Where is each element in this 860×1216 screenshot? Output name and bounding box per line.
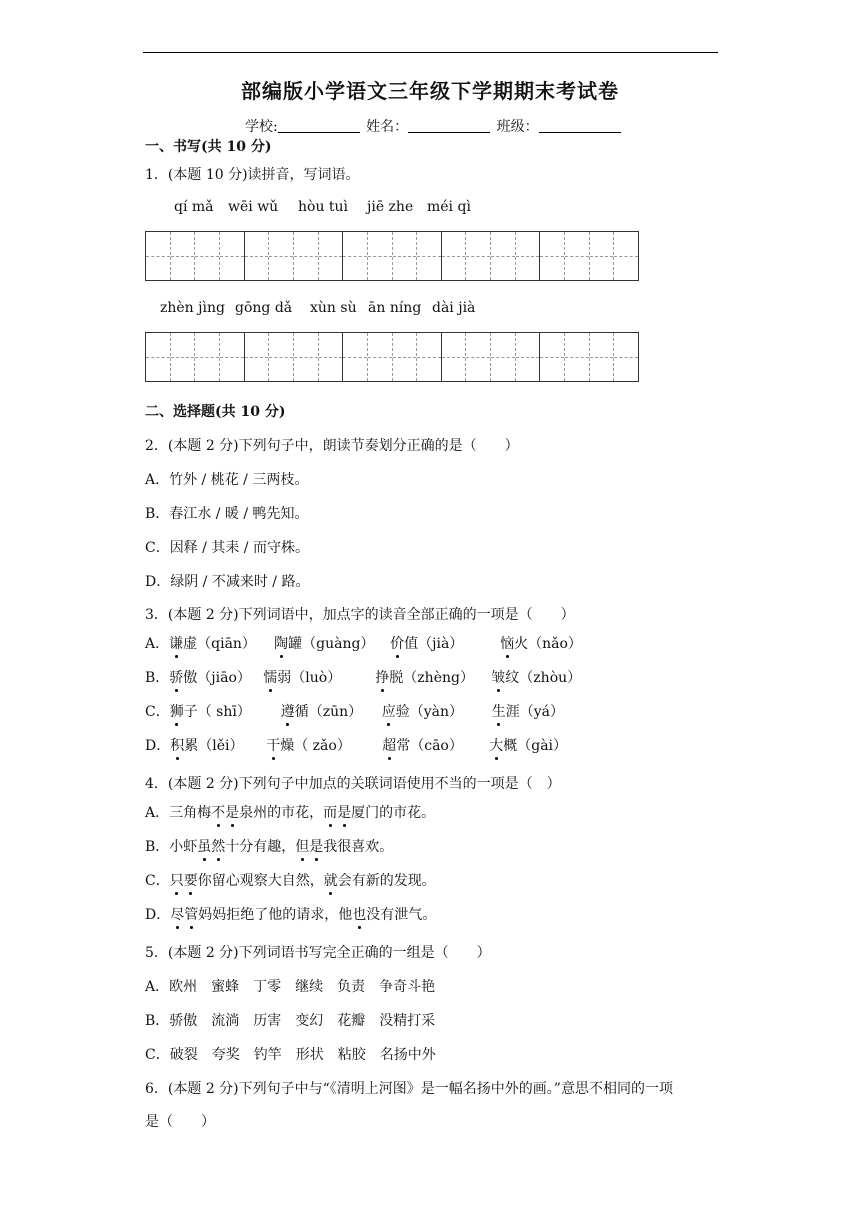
q3-option-a[interactable] (145, 633, 582, 653)
word-box[interactable] (540, 333, 638, 381)
dotted-conjunction (197, 839, 225, 855)
text: 十分有趣， (225, 839, 296, 855)
class-blank[interactable] (539, 118, 621, 133)
dotted-conjunction (211, 805, 239, 821)
student-info-line (245, 116, 623, 136)
q4-option-a[interactable] (145, 802, 435, 822)
question-1-stem: 1．(本题 10 分)读拼音，写词语。 (145, 167, 360, 183)
word-reading: 验（yàn） (395, 704, 463, 720)
text: 泉州的市花， (239, 805, 324, 821)
option-label: B． (145, 670, 170, 686)
dotted-conjunction (323, 805, 351, 821)
dotted-char: 是 (337, 802, 351, 822)
question-6-stem-line-1: 6．(本题 2 分)下列句子中与“《清明上河图》是一幅名扬中外的画。”意思不相同的一项 (145, 1081, 673, 1097)
text: 妈妈拒绝了他的请求，他 (198, 907, 353, 923)
dotted-conjunction (170, 907, 198, 923)
word-reading: 子（ shī） (183, 704, 251, 720)
name-blank[interactable] (408, 118, 490, 133)
q2-option-d[interactable]: D．绿阴 / 不减来时 / 路。 (145, 574, 310, 590)
text: 没有泄气。 (366, 907, 437, 923)
word-reading: 傲（jiāo） (183, 670, 251, 686)
dotted-char: 超 (382, 735, 396, 755)
word-box[interactable] (245, 232, 344, 280)
dotted-char: 谦 (169, 633, 183, 653)
word-reading: 罐（guàng） (288, 636, 375, 652)
option-label: C． (145, 704, 170, 720)
section-heading-1: 一、书写(共 10 分) (145, 139, 272, 155)
dotted-char: 虽 (197, 836, 211, 856)
dotted-char: 干 (266, 735, 280, 755)
dotted-char: 但 (295, 836, 309, 856)
dotted-char: 皱 (491, 667, 505, 687)
question-5-stem: 5．(本题 2 分)下列词语书写完全正确的一组是（ ） (145, 945, 491, 961)
word-reading: 脱（zhèng） (389, 670, 474, 686)
school-label: 学校: (245, 119, 278, 135)
pinyin-label: qí mǎ (174, 199, 214, 215)
dotted-char: 就 (324, 870, 338, 890)
text: 你留心观察大自然， (197, 873, 324, 889)
word-box[interactable] (442, 333, 541, 381)
q2-option-a[interactable]: A．竹外 / 桃花 / 三两枝。 (145, 472, 309, 488)
dotted-char: 遵 (281, 701, 295, 721)
class-label: 班级： (496, 119, 539, 135)
pinyin-label: jiē zhe (367, 199, 414, 215)
word-box[interactable] (146, 232, 245, 280)
word-reading: 值（jià） (404, 636, 464, 652)
pinyin-label: dài jià (432, 300, 476, 316)
pinyin-label: ān níng (368, 300, 422, 316)
word-box[interactable] (442, 232, 541, 280)
dotted-conjunction (324, 873, 338, 889)
text: A．三角梅 (145, 805, 212, 821)
word-reading: 涯（yá） (505, 704, 564, 720)
dotted-char: 骄 (169, 667, 183, 687)
dotted-char: 应 (382, 701, 396, 721)
pinyin-label: wēi wǔ (228, 199, 279, 215)
text: C． (145, 873, 170, 889)
dotted-char: 价 (390, 633, 404, 653)
dotted-char: 积 (170, 735, 184, 755)
q4-option-b[interactable] (145, 836, 393, 856)
dotted-char: 狮 (170, 701, 184, 721)
school-blank[interactable] (278, 118, 360, 133)
dotted-char: 是 (309, 836, 323, 856)
word-reading: 循（zūn） (294, 704, 363, 720)
pinyin-label: hòu tuì (298, 199, 349, 215)
word-reading: 弱（luò） (277, 670, 342, 686)
dotted-char: 恼 (500, 633, 514, 653)
dotted-char: 要 (184, 870, 198, 890)
q5-option-a[interactable]: A．欧州 蜜蜂 丁零 继续 负责 争奇斗艳 (145, 979, 436, 995)
word-box[interactable] (245, 333, 344, 381)
q4-option-c[interactable] (145, 870, 436, 890)
word-reading: 虚（qiān） (183, 636, 256, 652)
word-box[interactable] (540, 232, 638, 280)
question-2-stem: 2．(本题 2 分)下列句子中，朗读节奏划分正确的是（ ） (145, 438, 519, 454)
dotted-char: 是 (225, 802, 239, 822)
dotted-char: 管 (184, 904, 198, 924)
section-heading-2: 二、选择题(共 10 分) (145, 404, 286, 420)
option-label: D． (145, 738, 171, 754)
header-rule (143, 52, 718, 53)
page-title: 部编版小学语文三年级下学期期末考试卷 (241, 79, 619, 103)
option-label: A． (145, 636, 170, 652)
dotted-char: 陶 (274, 633, 288, 653)
dotted-conjunction (352, 907, 366, 923)
word-reading: 燥（ zǎo） (280, 738, 351, 754)
dotted-char: 尽 (170, 904, 184, 924)
text: 我很喜欢。 (323, 839, 394, 855)
dotted-char: 懦 (263, 667, 277, 687)
dotted-conjunction (295, 839, 323, 855)
pinyin-label: gōng dǎ (235, 300, 293, 316)
dotted-char: 而 (323, 802, 337, 822)
word-reading: 常（cāo） (396, 738, 463, 754)
word-reading: 纹（zhòu） (505, 670, 582, 686)
q3-option-d[interactable] (145, 735, 567, 755)
question-6-stem-line-2: 是（ ） (145, 1114, 215, 1130)
pinyin-label: méi qì (427, 199, 471, 215)
word-box[interactable] (343, 232, 442, 280)
writing-grid-row-2[interactable] (145, 332, 639, 382)
pinyin-label: xùn sù (310, 300, 357, 316)
q5-option-c[interactable]: C．破裂 夸奖 钓竿 形状 粘胶 名扬中外 (145, 1047, 436, 1063)
q3-option-c[interactable] (145, 701, 564, 721)
word-reading: 概（gài） (503, 738, 568, 754)
q5-option-b[interactable]: B．骄傲 流淌 历害 变幻 花瓣 没精打采 (145, 1013, 436, 1029)
name-label: 姓名： (366, 119, 409, 135)
writing-grid-row-1[interactable] (145, 231, 639, 281)
q2-option-b[interactable]: B．春江水 / 暖 / 鸭先知。 (145, 506, 309, 522)
dotted-char: 然 (211, 836, 225, 856)
question-4-stem: 4．(本题 2 分)下列句子中加点的关联词语使用不当的一项是（ ） (145, 776, 561, 792)
dotted-char: 不 (211, 802, 225, 822)
q4-option-d[interactable] (145, 904, 436, 924)
word-reading: 累（lěi） (184, 738, 244, 754)
dotted-char: 生 (492, 701, 506, 721)
question-3-stem: 3．(本题 2 分)下列词语中，加点字的读音全部正确的一项是（ ） (145, 607, 575, 623)
word-box[interactable] (146, 333, 245, 381)
word-box[interactable] (343, 333, 442, 381)
dotted-char: 也 (352, 904, 366, 924)
text: B．小虾 (145, 839, 198, 855)
text: 会有新的发现。 (337, 873, 436, 889)
dotted-char: 挣 (375, 667, 389, 687)
dotted-char: 只 (170, 870, 184, 890)
pinyin-label: zhèn jìng (160, 300, 225, 316)
dotted-char: 大 (489, 735, 503, 755)
word-reading: 火（nǎo） (514, 636, 582, 652)
text: D． (145, 907, 171, 923)
text: 厦门的市花。 (351, 805, 436, 821)
q3-option-b[interactable] (145, 667, 581, 687)
q2-option-c[interactable]: C．因释 / 其耒 / 而守株。 (145, 540, 309, 556)
dotted-conjunction (170, 873, 198, 889)
